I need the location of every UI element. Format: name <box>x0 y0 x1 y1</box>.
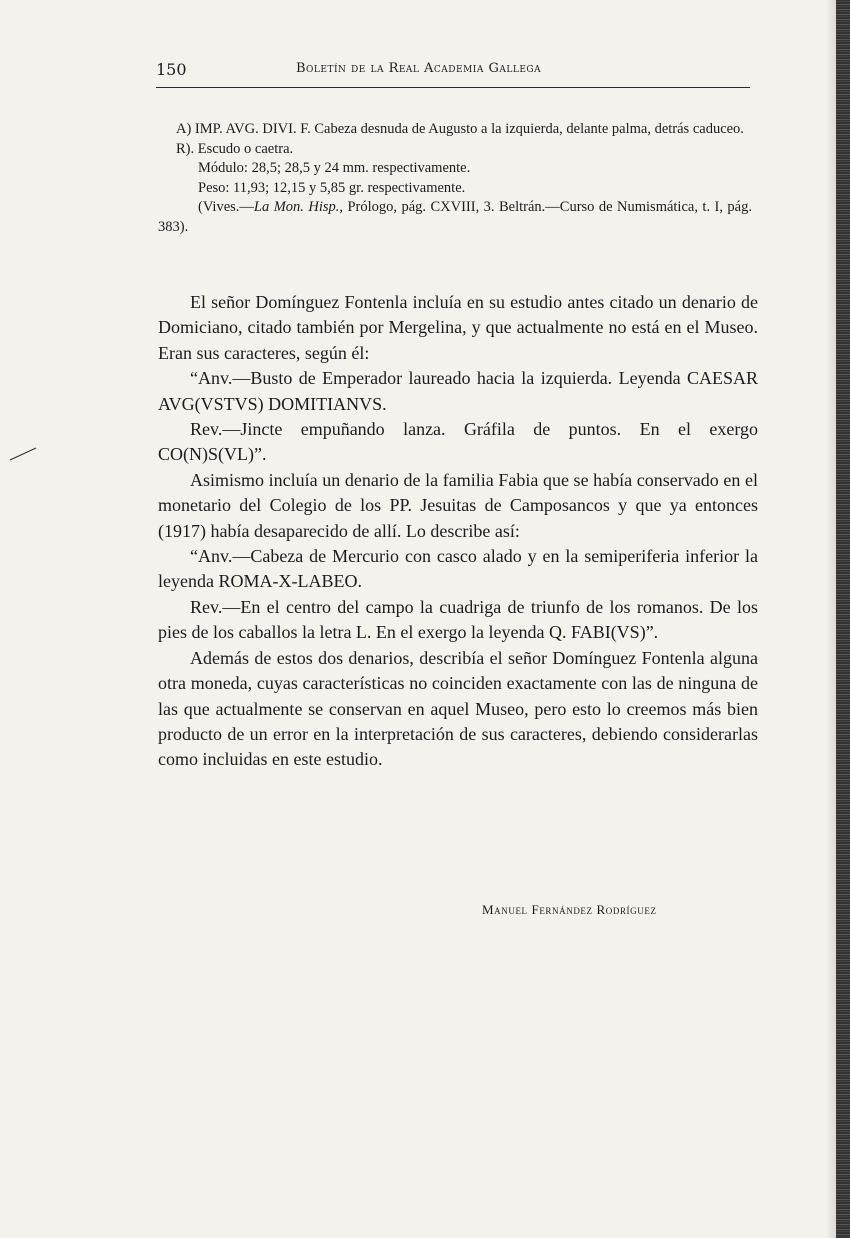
paragraph-rev-1: Rev.—Jincte empuñando lanza. Gráfila de puntos. En el exergo CO(N)S(VL)”. <box>158 419 758 465</box>
reference-prefix: (Vives.— <box>198 199 254 216</box>
book-spine-edge <box>836 0 850 1238</box>
coin-description <box>158 120 752 238</box>
paragraph-anv-1: “Anv.—Busto de Emperador laureado hacia la izquierda. Leyenda CAESAR AVG(VSTVS) DOMITIANVS. <box>158 368 758 414</box>
header-rule <box>156 87 750 88</box>
paragraph-fabia: Asimismo incluía un denario de la familia Fabia que se había conservado en el monetario del Colegio de los PP. Jesuitas de Camposancos y que ya entonces (1917) había desaparecido de allí. Lo describe así: <box>158 469 758 541</box>
reference-rest: Prólogo, pág. CXVIII, 3. Beltrán.—Curso de Numismática, t. I, pág. 383). <box>158 199 752 235</box>
paragraph-conclusion: Además de estos dos denarios, describía el señor Domínguez Fontenla alguna otra moneda, cuyas características no coinciden exactamente con las de ninguna de las que actualmente se conservan en aquel Museo, pero esto lo creemos más bien producto de un error en la interpretación de sus caracteres, debiendo considerarlas como incluidas en este estudio. <box>158 647 758 770</box>
obverse-line: A) IMP. AVG. DIVI. F. Cabeza desnuda de Augusto a la izquierda, delante palma, detrás caduceo. <box>176 121 744 137</box>
modulo-line: Módulo: 28,5; 28,5 y 24 mm. respectivamente. <box>198 160 471 177</box>
page-shadow <box>826 0 836 1238</box>
reference-title: La Mon. Hisp., <box>253 199 343 216</box>
reverse-line: R). Escudo o caetra. <box>176 140 294 157</box>
peso-line: Peso: 11,93; 12,15 y 5,85 gr. respectivamente. <box>198 179 466 196</box>
paragraph-anv-2: “Anv.—Cabeza de Mercurio con casco alado y en la semiperiferia inferior la leyenda ROMA-X-LABEO. <box>158 546 758 592</box>
page-number: 150 <box>156 60 187 79</box>
reference-line <box>158 198 752 237</box>
pencil-mark-icon <box>8 444 38 464</box>
paragraph-rev-2: Rev.—En el centro del campo la cuadriga de triunfo de los romanos. De los pies de los caballos la letra L. En el exergo la leyenda Q. FABI(VS)”. <box>158 596 758 643</box>
running-title: Boletín de la Real Academia Gallega <box>296 61 542 76</box>
body-text <box>158 290 758 773</box>
page-header <box>156 60 750 82</box>
paragraph-domiciano: El señor Domínguez Fontenla incluía en su estudio antes citado un denario de Domiciano, citado también por Mergelina, y que actualmente no está en el Museo. Eran sus caracteres, según él: <box>158 292 758 363</box>
author-signature: Manuel Fernández Rodríguez <box>482 902 657 917</box>
